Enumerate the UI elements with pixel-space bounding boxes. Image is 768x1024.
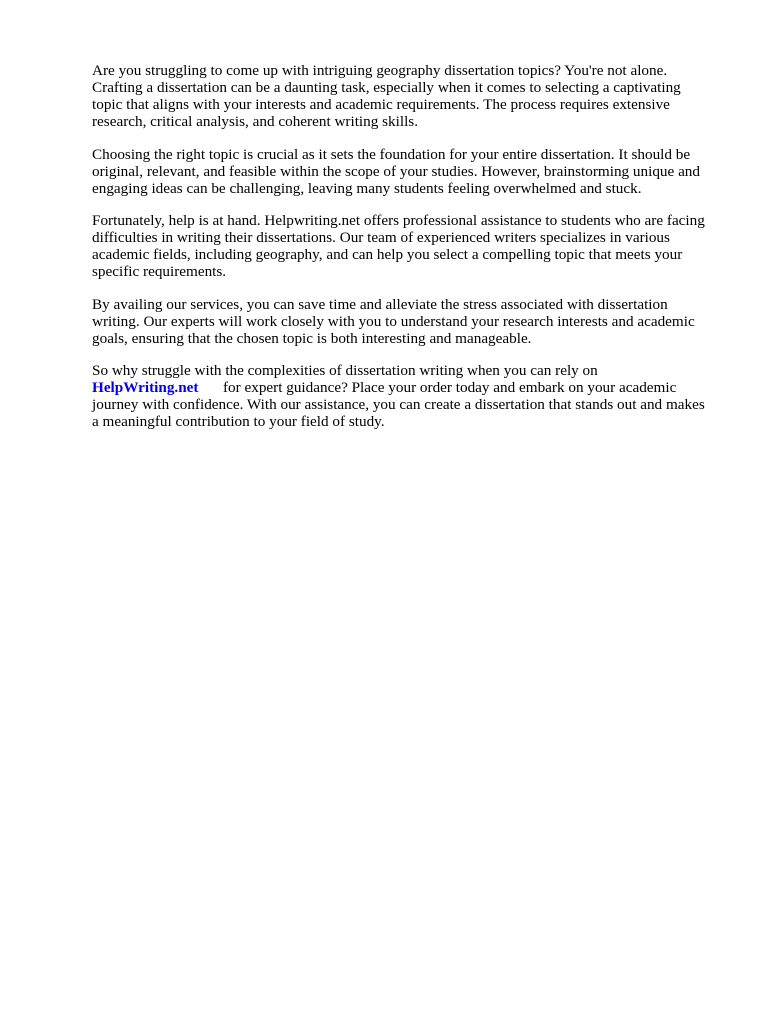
text-line: academic fields, including geography, and can help you select a compelling topic that meets your xyxy=(92,246,683,263)
document-body xyxy=(92,62,752,446)
text-fragment: for expert guidance? Place your order today and embark on your academic xyxy=(223,379,677,396)
text-line: topic that aligns with your interests and academic requirements. The process requires extensive xyxy=(92,96,670,113)
text-line: difficulties in writing their dissertations. Our team of experienced writers specializes in various xyxy=(92,229,670,246)
text-line: journey with confidence. With our assistance, you can create a dissertation that stands out and makes xyxy=(92,396,705,413)
text-line: Fortunately, help is at hand. Helpwriting.net offers professional assistance to students who are facing xyxy=(92,212,705,229)
text-line: research, critical analysis, and coherent writing skills. xyxy=(92,113,418,130)
paragraph-help-at-hand xyxy=(92,212,752,280)
paragraph-services xyxy=(92,296,752,347)
helpwriting-link[interactable]: HelpWriting.net xyxy=(92,379,199,396)
text-line: a meaningful contribution to your field of study. xyxy=(92,413,385,430)
text-line: By availing our services, you can save time and alleviate the stress associated with dissertation xyxy=(92,295,668,313)
paragraph-intro xyxy=(92,62,752,130)
paragraph-call-to-action xyxy=(92,362,752,430)
text-line: Choosing the right topic is crucial as it sets the foundation for your entire dissertation. It should be xyxy=(92,145,691,163)
text-line-with-link xyxy=(92,379,752,396)
text-line: Crafting a dissertation can be a daunting task, especially when it comes to selecting a captivating xyxy=(92,79,681,96)
text-line: original, relevant, and feasible within the scope of your studies. However, brainstorming unique and xyxy=(92,162,700,180)
text-line: goals, ensuring that the chosen topic is both interesting and manageable. xyxy=(92,329,532,347)
text-line: Are you struggling to come up with intriguing geography dissertation topics? You're not alone. xyxy=(92,62,668,79)
text-line: engaging ideas can be challenging, leaving many students feeling overwhelmed and stuck. xyxy=(92,179,642,197)
text-line: writing. Our experts will work closely with you to understand your research interests and academic xyxy=(92,312,695,330)
paragraph-choosing-topic xyxy=(92,146,752,197)
text-line: specific requirements. xyxy=(92,263,227,280)
text-line: So why struggle with the complexities of dissertation writing when you can rely on xyxy=(92,362,598,379)
